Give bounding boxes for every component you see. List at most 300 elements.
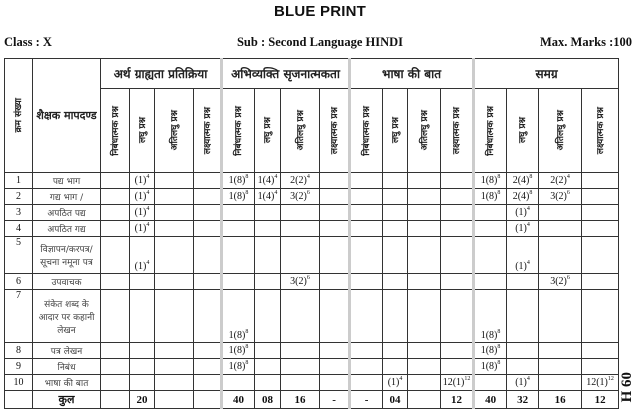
mark-cell [539,237,582,274]
mark-superscript: 4 [146,190,150,196]
mark-cell [320,274,350,290]
mark-cell [281,221,320,237]
mark-cell [155,205,194,221]
total-cell [408,391,441,409]
mark-value: (1) [134,223,147,234]
mark-cell [130,290,155,343]
subcolumn-header [101,89,130,173]
total-cell: 08 [255,391,281,409]
mark-cell [281,290,320,343]
mark-superscript: 8 [497,360,501,366]
total-cell: 12 [582,391,619,409]
mark-value: 1(4) [257,191,275,202]
serial-number: 7 [5,290,33,343]
serial-number: 3 [5,205,33,221]
subcolumn-header [155,89,194,173]
mark-cell [383,359,408,375]
mark-cell [507,173,539,189]
criteria-label: अपठित गद्य [33,221,101,237]
mark-cell [441,205,474,221]
mark-superscript: 6 [306,275,310,281]
mark-cell [222,221,255,237]
serial-number: 4 [5,221,33,237]
mark-cell [507,375,539,391]
mark-cell [194,274,222,290]
mark-superscript: 4 [146,222,150,228]
mark-cell [350,237,383,274]
max-marks-label: Max. Marks :100 [540,35,632,49]
mark-cell [222,205,255,221]
mark-cell [507,189,539,205]
mark-cell [408,237,441,274]
mark-cell [350,359,383,375]
mark-superscript: 4 [526,376,530,382]
total-cell [101,391,130,409]
mark-cell [222,359,255,375]
mark-value: (1) [134,207,147,218]
total-cell: 12 [441,391,474,409]
mark-cell [383,343,408,359]
mark-superscript: 4 [526,260,530,266]
mark-cell [582,375,619,391]
total-cell: 40 [474,391,507,409]
mark-cell [155,274,194,290]
subcolumn-header [222,89,255,173]
mark-cell [441,189,474,205]
mark-cell [101,375,130,391]
mark-value: (1) [515,207,527,218]
mark-cell [101,343,130,359]
mark-cell [222,173,255,189]
mark-cell [507,359,539,375]
mark-cell [408,375,441,391]
total-cell: 16 [539,391,582,409]
total-row [5,391,619,409]
mark-value: 1(8) [228,345,246,356]
mark-cell [441,237,474,274]
mark-cell [383,290,408,343]
serial-number: 8 [5,343,33,359]
page-code: H 60 [619,372,635,403]
mark-value: 1(8) [228,175,246,186]
total-label: कुल [33,391,101,409]
mark-value: 2(2) [290,175,307,186]
mark-cell [350,343,383,359]
group-header: अर्थ ग्राह्यता प्रतिक्रिया [101,59,222,89]
mark-cell [441,221,474,237]
mark-cell [155,290,194,343]
mark-cell [320,205,350,221]
mark-cell [474,237,507,274]
subcolumn-header-label: अतिलघु प्रश्न [295,110,306,151]
criteria-label: उपवाचक [33,274,101,290]
mark-cell [474,359,507,375]
mark-cell [539,343,582,359]
mark-cell [255,359,281,375]
mark-cell [582,173,619,189]
mark-cell [222,343,255,359]
mark-cell [130,189,155,205]
subcolumn-header-label: लक्ष्यात्मक प्रश्न [329,106,340,155]
mark-cell [582,221,619,237]
mark-cell [194,173,222,189]
mark-superscript: 4 [146,174,150,180]
mark-cell [281,189,320,205]
subcolumn-header-label: निबंधात्मक प्रश्न [234,105,245,156]
mark-cell [194,375,222,391]
class-label: Class : X [4,35,52,49]
mark-value: 1(8) [480,345,498,356]
mark-cell [539,189,582,205]
mark-cell [507,237,539,274]
mark-cell [130,274,155,290]
mark-cell [350,375,383,391]
mark-cell [582,205,619,221]
mark-cell [441,375,474,391]
serial-number: 5 [5,237,33,274]
mark-value: 1(8) [480,175,498,186]
subcolumn-header [194,89,222,173]
serial-number: 10 [5,375,33,391]
mark-cell [408,359,441,375]
mark-cell [474,173,507,189]
mark-cell [281,359,320,375]
mark-cell [408,290,441,343]
mark-value: 1(4) [257,175,275,186]
mark-value: (1) [515,223,527,234]
mark-cell [383,173,408,189]
mark-value: (1) [515,377,527,388]
group-header: समग्र [474,59,619,89]
mark-cell [507,290,539,343]
mark-value: 12(1) [442,377,465,388]
mark-cell [155,343,194,359]
mark-value: 1(8) [480,330,498,341]
mark-superscript: 8 [245,360,249,366]
table-row [5,343,619,359]
mark-cell [255,343,281,359]
mark-cell [320,343,350,359]
mark-cell [101,173,130,189]
table-row [5,290,619,343]
criteria-label: पत्र लेखन [33,343,101,359]
mark-cell [255,173,281,189]
criteria-header: शैक्षक मापदण्ड [33,59,101,173]
mark-cell [255,205,281,221]
mark-value: (1) [515,261,527,272]
mark-cell [130,173,155,189]
mark-cell [155,173,194,189]
mark-cell [539,173,582,189]
mark-value: 1(8) [228,191,246,202]
total-cell [194,391,222,409]
total-serial-empty [5,391,33,409]
mark-superscript: 4 [274,174,278,180]
subcolumn-header [507,89,539,173]
criteria-label: अपठित पद्य [33,205,101,221]
mark-cell [130,359,155,375]
mark-cell [281,173,320,189]
mark-cell [383,237,408,274]
total-cell: 20 [130,391,155,409]
mark-superscript: 8 [529,190,533,196]
mark-value: 3(2) [290,191,307,202]
mark-cell [408,189,441,205]
mark-cell [408,221,441,237]
mark-cell [582,359,619,375]
mark-superscript: 8 [245,329,249,335]
subcolumn-header [320,89,350,173]
table-row [5,237,619,274]
subcolumn-header-label: निबंधात्मक प्रश्न [110,105,121,156]
group-header: अभिव्यक्ति सृजनात्मकता [222,59,350,89]
subcolumn-header [408,89,441,173]
subcolumn-header [255,89,281,173]
mark-value: (1) [134,261,147,272]
mark-cell [320,237,350,274]
mark-cell [474,343,507,359]
subcolumn-header-label: अतिलघु प्रश्न [419,110,430,151]
mark-cell [130,343,155,359]
serial-number: 1 [5,173,33,189]
mark-cell [155,375,194,391]
serial-header [5,59,33,173]
document-title: BLUE PRINT [274,3,366,20]
mark-cell [155,221,194,237]
mark-cell [255,290,281,343]
subcolumn-header-label: लघु प्रश्न [390,117,401,144]
mark-cell [582,274,619,290]
mark-cell [582,343,619,359]
mark-cell [539,375,582,391]
mark-cell [281,205,320,221]
mark-cell [255,189,281,205]
mark-cell [408,274,441,290]
mark-cell [320,375,350,391]
table-row [5,189,619,205]
mark-superscript: 4 [526,222,530,228]
total-cell: 04 [383,391,408,409]
total-cell: 32 [507,391,539,409]
subcolumn-header-label: लघु प्रश्न [518,117,529,144]
subcolumn-header-label: लघु प्रश्न [137,117,148,144]
mark-value: 2(4) [512,191,530,202]
serial-number: 6 [5,274,33,290]
criteria-label: निबंध [33,359,101,375]
mark-cell [474,221,507,237]
table-row [5,274,619,290]
mark-value: (1) [387,377,400,388]
mark-cell [582,237,619,274]
mark-superscript: 8 [497,329,501,335]
subcolumn-header [582,89,619,173]
mark-superscript: 6 [306,190,310,196]
mark-superscript: 4 [146,260,150,266]
table-row [5,359,619,375]
mark-cell [350,189,383,205]
serial-number: 2 [5,189,33,205]
mark-cell [441,173,474,189]
mark-value: 1(8) [480,191,498,202]
mark-cell [194,221,222,237]
mark-cell [155,189,194,205]
total-cell: 16 [281,391,320,409]
subcolumn-header [474,89,507,173]
subcolumn-header-label: अतिलघु प्रश्न [169,110,180,151]
mark-cell [194,290,222,343]
mark-cell [474,290,507,343]
mark-superscript: 12 [607,376,614,382]
subcolumn-header [130,89,155,173]
mark-cell [350,274,383,290]
mark-cell [507,274,539,290]
mark-cell [474,189,507,205]
mark-cell [222,237,255,274]
mark-cell [155,237,194,274]
mark-superscript: 8 [497,174,501,180]
mark-cell [101,189,130,205]
mark-cell [281,274,320,290]
mark-cell [222,189,255,205]
subject-label: Sub : Second Language HINDI [236,35,403,49]
subcolumn-header-label: लघु प्रश्न [263,117,274,144]
mark-cell [320,173,350,189]
mark-cell [383,274,408,290]
group-header: भाषा की बात [350,59,474,89]
subcolumn-header [441,89,474,173]
mark-superscript: 8 [245,344,249,350]
mark-value: 1(8) [228,361,246,372]
mark-cell [255,221,281,237]
subcolumn-header-label: निबंधात्मक प्रश्न [486,105,497,156]
mark-cell [320,359,350,375]
mark-cell [194,343,222,359]
mark-cell [101,221,130,237]
mark-cell [441,359,474,375]
mark-superscript: 4 [566,174,570,180]
table-row [5,173,619,189]
mark-cell [194,189,222,205]
mark-cell [350,221,383,237]
mark-cell [255,237,281,274]
mark-cell [320,221,350,237]
mark-cell [507,221,539,237]
mark-cell [474,375,507,391]
mark-superscript: 8 [497,190,501,196]
mark-cell [350,290,383,343]
subcolumn-header [539,89,582,173]
mark-value: (1) [134,175,147,186]
serial-header-label: क्रम संख्या [14,98,24,133]
mark-cell [101,205,130,221]
mark-cell [255,375,281,391]
mark-superscript: 6 [566,275,570,281]
mark-value: 1(8) [480,361,498,372]
mark-superscript: 8 [245,190,249,196]
mark-cell [474,205,507,221]
mark-cell [222,375,255,391]
mark-value: (1) [134,191,147,202]
mark-cell [350,205,383,221]
mark-cell [539,205,582,221]
mark-cell [539,290,582,343]
mark-value: 3(2) [290,276,307,287]
mark-cell [507,205,539,221]
mark-cell [582,290,619,343]
mark-superscript: 8 [245,174,249,180]
mark-cell [130,221,155,237]
criteria-label: भाषा की बात [33,375,101,391]
mark-cell [383,205,408,221]
mark-cell [101,237,130,274]
mark-superscript: 4 [306,174,310,180]
total-cell: - [320,391,350,409]
mark-cell [255,274,281,290]
mark-cell [281,237,320,274]
mark-value: 12(1) [586,377,608,388]
mark-cell [101,290,130,343]
mark-cell [408,343,441,359]
mark-superscript: 4 [274,190,278,196]
mark-cell [408,205,441,221]
mark-cell [320,189,350,205]
criteria-label: विज्ञापन/करपत्र/ सूचना नमूना पत्र [33,237,101,274]
mark-value: 3(2) [550,191,567,202]
mark-cell [320,290,350,343]
mark-cell [441,343,474,359]
mark-cell [383,189,408,205]
mark-cell [130,375,155,391]
mark-cell [194,359,222,375]
mark-value: 3(2) [550,276,567,287]
mark-superscript: 6 [566,190,570,196]
mark-cell [130,237,155,274]
criteria-label: गद्य भाग / [33,189,101,205]
table-row [5,221,619,237]
mark-cell [441,274,474,290]
mark-cell [383,375,408,391]
mark-cell [539,359,582,375]
mark-cell [350,173,383,189]
mark-cell [222,274,255,290]
subcolumn-header-label: लक्ष्यात्मक प्रश्न [452,106,463,155]
mark-value: 2(4) [512,175,530,186]
mark-cell [507,343,539,359]
mark-cell [474,274,507,290]
mark-superscript: 8 [529,174,533,180]
mark-cell [194,237,222,274]
mark-cell [539,221,582,237]
subcolumn-header-label: लक्ष्यात्मक प्रश्न [202,106,213,155]
mark-superscript: 8 [497,344,501,350]
mark-cell [582,189,619,205]
subcolumn-header [350,89,383,173]
criteria-label: संकेत शब्द के आदार पर कहानी लेखन [33,290,101,343]
serial-number: 9 [5,359,33,375]
mark-cell [130,205,155,221]
table-row [5,205,619,221]
subcolumn-header [383,89,408,173]
mark-cell [101,274,130,290]
total-cell: - [350,391,383,409]
mark-cell [155,359,194,375]
mark-cell [383,221,408,237]
blueprint-table [4,58,619,409]
mark-cell [194,205,222,221]
mark-superscript: 4 [399,376,403,382]
criteria-label: पद्य भाग [33,173,101,189]
total-cell [155,391,194,409]
